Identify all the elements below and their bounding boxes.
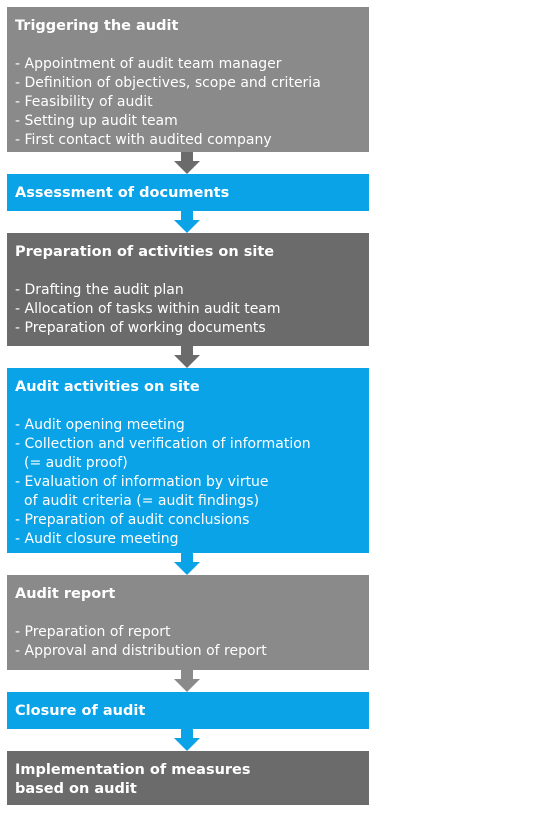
step-task-text: - Audit opening meeting xyxy=(15,417,185,433)
step-task-item xyxy=(15,55,361,74)
step-task-text: - First contact with audited company xyxy=(15,132,272,148)
step-task-list xyxy=(15,281,361,338)
step-task-item xyxy=(15,473,361,511)
flow-arrow-down-icon xyxy=(174,670,200,692)
step-task-item xyxy=(15,74,361,93)
flow-arrow-down-icon xyxy=(174,729,200,751)
step-task-text: - Setting up audit team xyxy=(15,113,178,129)
step-task-item xyxy=(15,319,361,338)
step-task-text: - Preparation of audit conclusions xyxy=(15,512,250,528)
step-task-item xyxy=(15,281,361,300)
step-task-item xyxy=(15,131,361,150)
step-audit-activities-on-site xyxy=(7,368,369,553)
step-task-text: - Allocation of tasks within audit team xyxy=(15,301,281,317)
step-task-item xyxy=(15,530,361,549)
step-title: Assessment of documents xyxy=(15,185,230,201)
flow-arrow-down-icon xyxy=(174,553,200,575)
step-task-text: of audit criteria (= audit findings) xyxy=(24,493,260,509)
step-task-text: - Preparation of working documents xyxy=(15,320,266,336)
step-title: Triggering the audit xyxy=(15,18,179,34)
step-task-text: - Preparation of report xyxy=(15,624,171,640)
step-title: Audit activities on site xyxy=(15,379,200,395)
step-task-item xyxy=(15,435,361,473)
step-task-item xyxy=(15,416,361,435)
step-title: Implementation of measures based on audit xyxy=(15,762,251,797)
step-triggering-the-audit xyxy=(7,7,369,152)
step-task-item xyxy=(15,112,361,131)
step-task-list xyxy=(15,623,361,661)
step-preparation-of-activities xyxy=(7,233,369,346)
flow-arrow-down-icon xyxy=(174,211,200,233)
step-audit-report xyxy=(7,575,369,670)
step-task-item xyxy=(15,623,361,642)
step-task-list xyxy=(15,55,361,150)
step-task-text: - Feasibility of audit xyxy=(15,94,153,110)
step-task-text: - Definition of objectives, scope and criteria xyxy=(15,75,321,91)
step-title: Audit report xyxy=(15,586,116,602)
step-title: Preparation of activities on site xyxy=(15,244,275,260)
step-task-text: - Audit closure meeting xyxy=(15,531,179,547)
step-task-item xyxy=(15,511,361,530)
step-implementation-of-measures xyxy=(7,751,369,805)
step-task-text: - Approval and distribution of report xyxy=(15,643,267,659)
flow-arrow-down-icon xyxy=(174,152,200,174)
step-task-text: - Collection and verification of information xyxy=(15,436,311,452)
step-task-text: - Evaluation of information by virtue xyxy=(15,474,269,490)
step-closure-of-audit xyxy=(7,692,369,729)
step-assessment-of-documents xyxy=(7,174,369,211)
flow-arrow-down-icon xyxy=(174,346,200,368)
step-task-item xyxy=(15,642,361,661)
step-task-list xyxy=(15,416,361,549)
step-task-item xyxy=(15,93,361,112)
step-task-item xyxy=(15,300,361,319)
step-task-text: (= audit proof) xyxy=(24,455,128,471)
step-task-text: - Drafting the audit plan xyxy=(15,282,184,298)
step-task-text: - Appointment of audit team manager xyxy=(15,56,282,72)
step-title: Closure of audit xyxy=(15,703,146,719)
